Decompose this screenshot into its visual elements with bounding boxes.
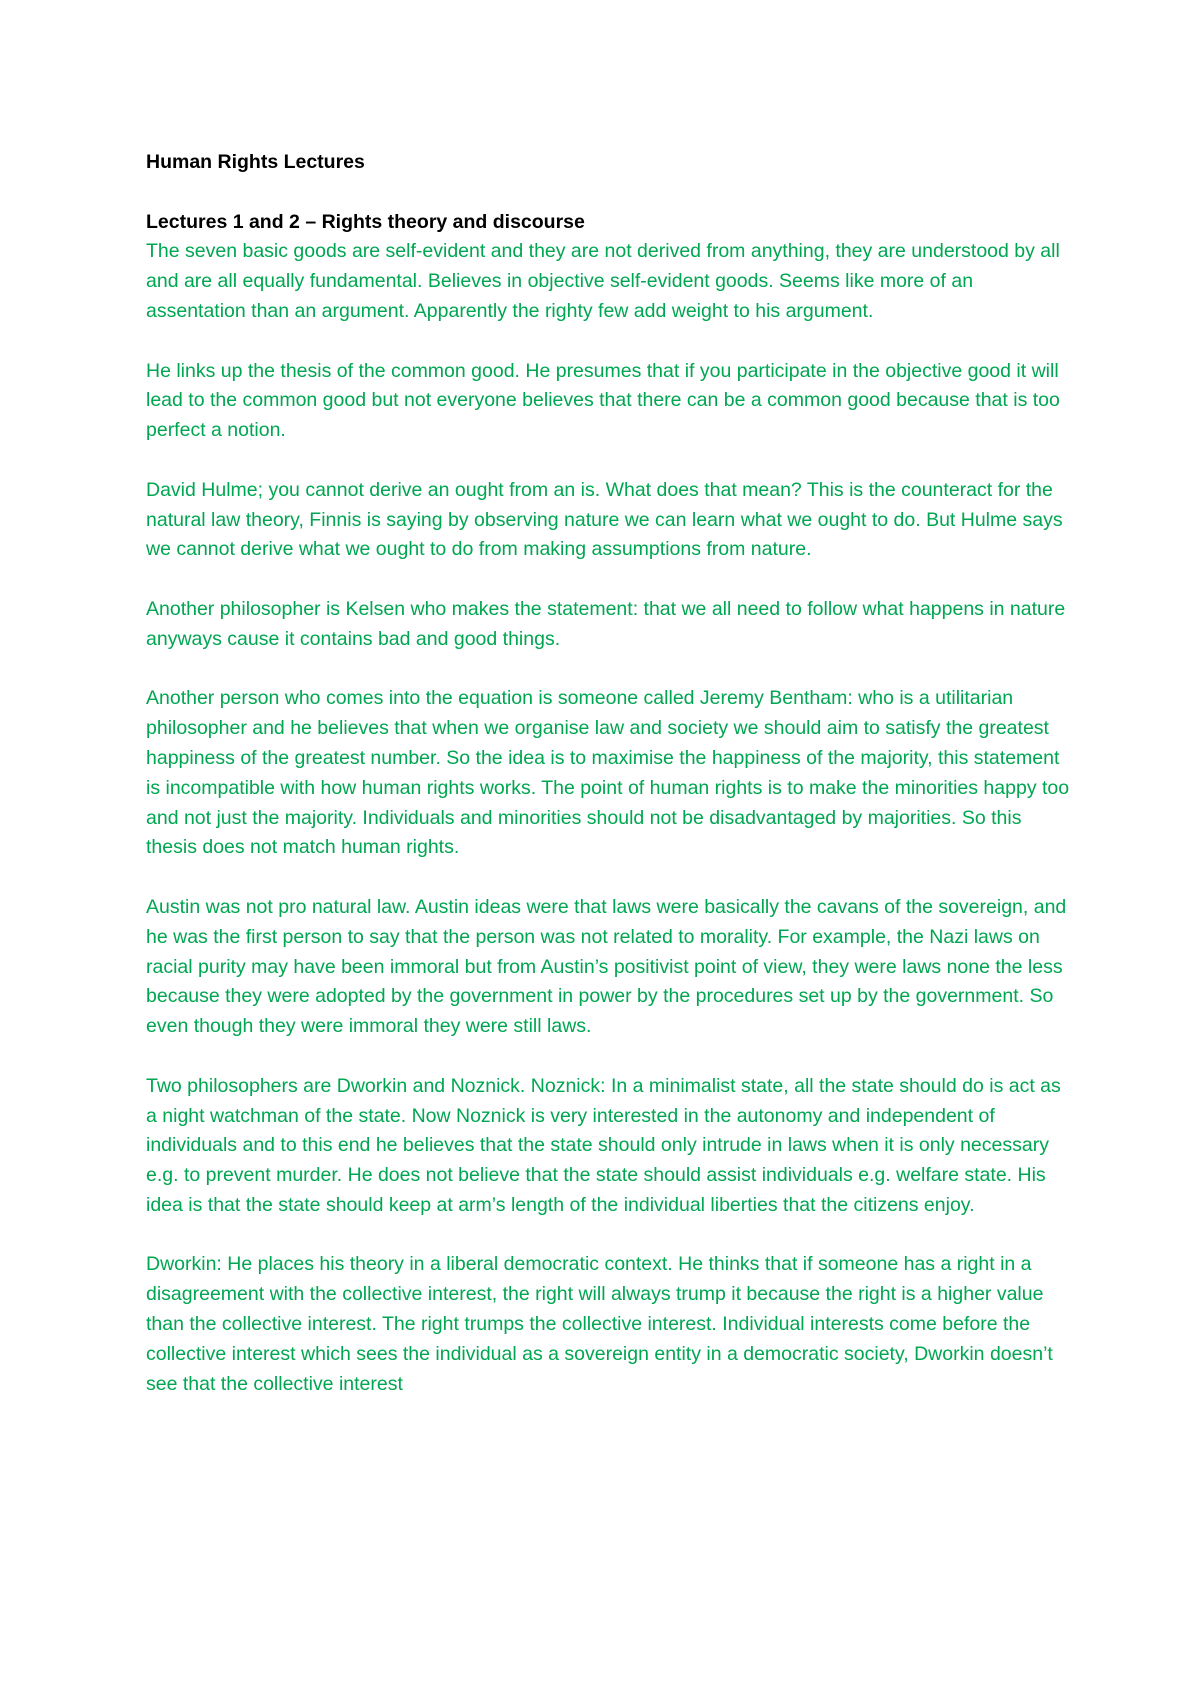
paragraph-common-good: He links up the thesis of the common good. He presumes that if you participate in the objective good it will lead to the common good but not everyone believes that there can be a common good because that is too perfect a notion. — [146, 359, 1060, 442]
paragraph-kelsen: Another philosopher is Kelsen who makes the statement: that we all need to follow what happens in nature anyways cause it contains bad and good things. — [146, 597, 1066, 650]
document-body — [146, 148, 1076, 1399]
paragraph-bentham: Another person who comes into the equation is someone called Jeremy Bentham: who is a utilitarian philosopher and he believes that when we organise law and society we should aim to satisfy the greatest happiness of the greatest number. So the idea is to maximise the happiness of the majority, this statement is incompatible with how human rights works. The point of human rights is to make the minorities happy too and not just the majority. Individuals and minorities should not be disadvantaged by majorities. So this thesis does not match human rights. — [146, 687, 1070, 859]
paragraph-hulme: David Hulme; you cannot derive an ought from an is. What does that mean? This is the counteract for the natural law theory, Finnis is saying by observing nature we can learn what we ought to do. But Hulme says we cannot derive what we ought to do from making assumptions from nature. — [146, 478, 1063, 561]
paragraph-austin: Austin was not pro natural law. Austin ideas were that laws were basically the cavans of the sovereign, and he was the first person to say that the person was not related to morality. For example, the Nazi laws on racial purity may have been immoral but from Austin’s positivist point of view, they were laws none the less because they were adopted by the government in power by the procedures set up by the government. So even though they were immoral they were still laws. — [146, 895, 1067, 1038]
paragraph-dworkin: Dworkin: He places his theory in a liberal democratic context. He thinks that if someone has a right in a disagreement with the collective interest, the right will always trump it because the right is a higher value than the collective interest. The right trumps the collective interest. Individual interests come before the collective interest which sees the individual as a sovereign entity in a democratic society, Dworkin doesn’t see that the collective interest — [146, 1253, 1053, 1395]
section-heading: Lectures 1 and 2 – Rights theory and discourse — [146, 210, 585, 233]
paragraph-seven-basic-goods: The seven basic goods are self-evident and they are not derived from anything, they are understood by all and are all equally fundamental. Believes in objective self-evident goods. Seems like more of an assentation than an argument. Apparently the righty few add weight to his argument. — [146, 240, 1060, 322]
paragraph-dworkin-noznick: Two philosophers are Dworkin and Noznick. Noznick: In a minimalist state, all the state should do is act as a night watchman of the state. Now Noznick is very interested in the autonomy and independent of individuals and to this end he believes that the state should only intrude in laws when it is only necessary e.g. to prevent murder. He does not believe that the state should assist individuals e.g. welfare state. His idea is that the state should keep at arm’s length of the individual liberties that the citizens enjoy. — [146, 1074, 1061, 1216]
document-title: Human Rights Lectures — [146, 151, 365, 173]
